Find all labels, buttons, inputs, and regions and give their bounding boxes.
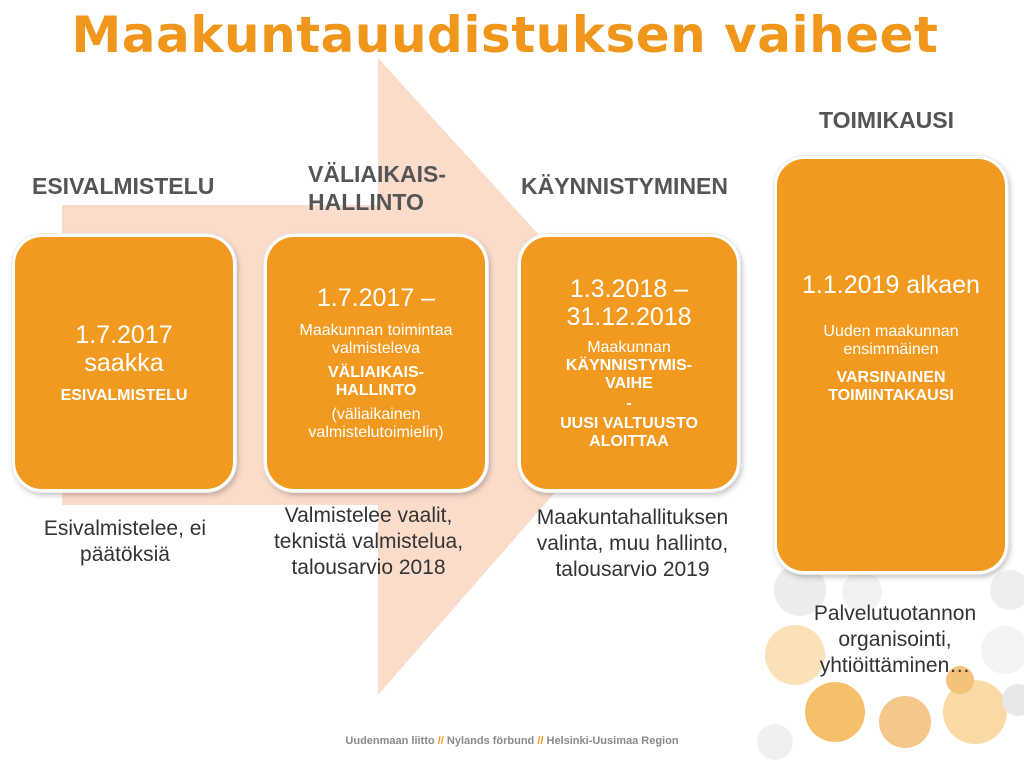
phase-description-kaynnistyminen: Maakuntahallituksen valinta, muu hallinto, talousarvio 2019 [536,506,729,581]
phase-description-toimikausi: Palvelutuotannon organisointi, yhtiöittäminen… [813,602,977,677]
phase-heading-esivalmistelu: ESIVALMISTELU [32,173,215,199]
phase-box-label: UUSI VALTUUSTO ALOITTAA [560,415,698,450]
footer-org-sv: Nylands förbund [446,735,535,747]
phase-date: 1.7.2017 saakka [75,321,173,377]
phase-heading-line-2: HALLINTO [308,189,424,215]
phase-date: 1.1.2019 alkaen [802,271,980,299]
phase-heading-valiaikaishallinto [308,160,446,216]
phase-box-kaynnistyminen [518,234,740,492]
phase-box-text: Maakunnan toimintaa valmisteleva [299,322,453,357]
phase-box-esivalmistelu [12,234,236,492]
phase-box-label: VÄLIAIKAIS-HALLINTO [328,364,424,399]
phase-date: 1.3.2018 – 31.12.2018 [566,275,692,331]
phase-description-valiaikaishallinto: Valmistelee vaalit, teknistä valmistelua, talousarvio 2018 [273,504,464,579]
footer-org-fi: Uudenmaan liitto [345,735,435,747]
phase-box-label: VARSINAINEN TOIMINTAKAUSI [828,369,954,404]
phase-heading-kaynnistyminen: KÄYNNISTYMINEN [521,173,729,199]
phase-heading-toimikausi: TOIMIKAUSI [819,107,955,133]
phase-date: 1.7.2017 – [316,284,436,312]
phase-box-label: KÄYNNISTYMIS-VAIHE [565,357,693,392]
phase-description-esivalmistelu: Esivalmistelee, ei päätöksiä [43,517,207,566]
phase-box-text: Uuden maakunnan ensimmäinen [823,323,959,358]
footer-separator: // [434,735,447,747]
footer-org-en: Helsinki-Uusimaa Region [546,735,679,747]
phase-heading-line-1: VÄLIAIKAIS- [308,161,446,187]
phase-box-toimikausi [774,156,1008,574]
footer-separator: // [534,735,547,747]
phase-box-valiaikaishallinto [264,234,488,492]
phase-box-label: ESIVALMISTELU [60,387,188,404]
phase-box-separator: - [626,395,632,412]
phase-box-text: Maakunnan [587,339,671,356]
page-title: Maakuntauudistuksen vaiheet [71,6,939,64]
phase-box-text: (väliaikainen valmistelutoimielin) [308,406,444,441]
footer [0,735,1024,747]
